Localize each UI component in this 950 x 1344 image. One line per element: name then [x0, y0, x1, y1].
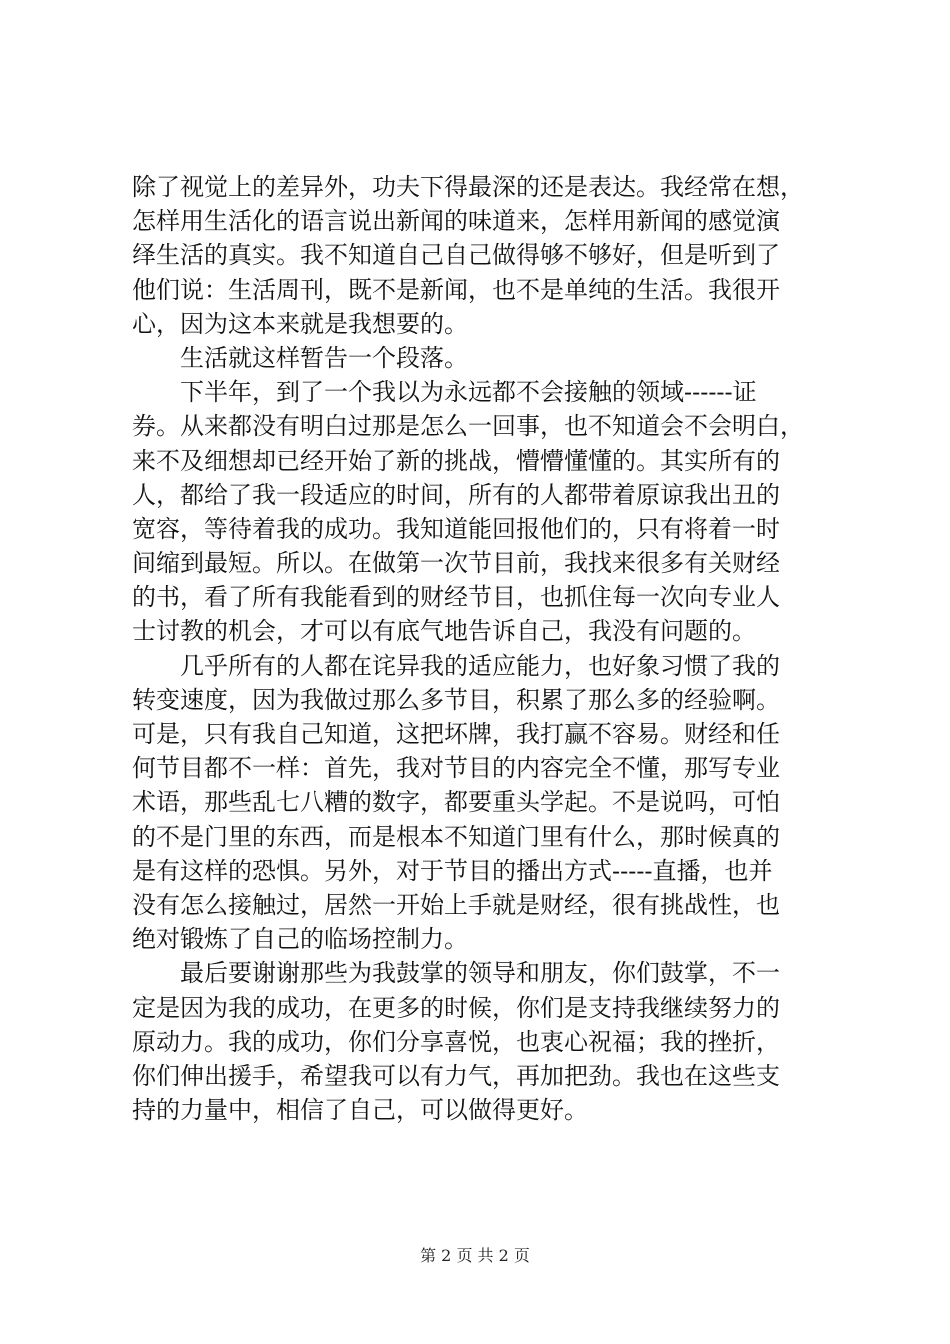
text-line: 绎生活的真实。我不知道自己自己做得够不够好，但是听到了 [132, 241, 780, 270]
text-line: 的书，看了所有我能看到的财经节目，也抓住每一次向专业人 [132, 583, 780, 612]
text-line: 来不及细想却已经开始了新的挑战，懵懵懂懂的。其实所有的 [132, 446, 780, 475]
document-body [132, 170, 824, 1127]
text-line: 术语，那些乱七八糟的数字，都要重头学起。不是说吗，可怕 [132, 788, 780, 817]
text-line: 宽容，等待着我的成功。我知道能回报他们的，只有将着一时 [132, 514, 780, 543]
text-line: 券。从来都没有明白过那是怎么一回事，也不知道会不会明白， [132, 412, 804, 441]
text-line: 士讨教的机会，才可以有底气地告诉自己，我没有问题的。 [132, 617, 756, 646]
text-line: 几乎所有的人都在诧异我的适应能力，也好象习惯了我的 [180, 651, 780, 680]
text-line: 转变速度，因为我做过那么多节目，积累了那么多的经验啊。 [132, 685, 780, 714]
text-line: 怎样用生活化的语言说出新闻的味道来，怎样用新闻的感觉演 [132, 207, 780, 236]
text-line: 绝对锻炼了自己的临场控制力。 [132, 925, 468, 954]
text-line: 没有怎么接触过，居然一开始上手就是财经，很有挑战性，也 [132, 890, 780, 919]
text-line: 是有这样的恐惧。另外，对于节目的播出方式-----直播，也并 [132, 856, 773, 885]
text-line: 原动力。我的成功，你们分享喜悦，也衷心祝福；我的挫折， [132, 1027, 780, 1056]
text-line: 下半年，到了一个我以为永远都不会接触的领域------证 [180, 378, 757, 407]
text-line: 间缩到最短。所以。在做第一次节目前，我找来很多有关财经 [132, 549, 780, 578]
text-line: 除了视觉上的差异外，功夫下得最深的还是表达。我经常在想， [132, 173, 804, 201]
text-line: 何节目都不一样：首先，我对节目的内容完全不懂，那写专业 [132, 754, 780, 783]
text-line: 心，因为这本来就是我想要的。 [132, 309, 468, 338]
page-footer: 第 2 页 共 2 页 [420, 1246, 530, 1265]
text-line: 可是，只有我自己知道，这把坏牌，我打赢不容易。财经和任 [132, 720, 780, 748]
text-line: 人，都给了我一段适应的时间，所有的人都带着原谅我出丑的 [132, 480, 780, 509]
text-line: 他们说：生活周刊，既不是新闻，也不是单纯的生活。我很开 [132, 275, 780, 304]
text-line: 定是因为我的成功，在更多的时候，你们是支持我继续努力的 [132, 993, 780, 1022]
text-line: 最后要谢谢那些为我鼓掌的领导和朋友，你们鼓掌，不一 [180, 959, 780, 988]
text-line: 生活就这样暂告一个段落。 [180, 343, 468, 372]
text-line: 的不是门里的东西，而是根本不知道门里有什么，那时候真的 [132, 822, 780, 851]
text-line: 持的力量中，相信了自己，可以做得更好。 [132, 1096, 588, 1125]
text-line: 你们伸出援手，希望我可以有力气，再加把劲。我也在这些支 [132, 1061, 780, 1090]
